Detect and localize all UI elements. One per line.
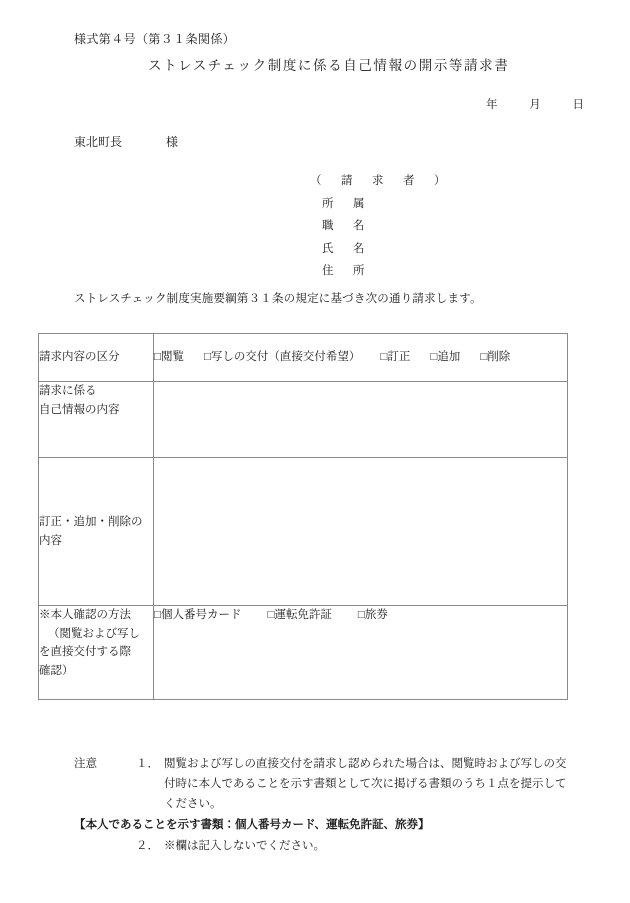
date-month-label: 月 <box>529 99 541 111</box>
checkbox-label: 閲覧 <box>160 351 184 364</box>
checkbox-option-passport[interactable] <box>358 606 388 624</box>
checkbox-label: 個人番号カード <box>160 609 242 621</box>
requester-field-position: 職 名 <box>322 220 369 232</box>
checkbox-icon: □ <box>267 609 275 621</box>
checkbox-option-view[interactable] <box>154 348 184 366</box>
request-form-table <box>38 333 568 700</box>
row-label-line-3: を直接交付する際 <box>39 646 131 659</box>
row-label-self-info-content <box>39 382 154 458</box>
row-label-line-2: （閲覧および写し <box>48 627 140 640</box>
notes-label: 注意 <box>74 758 97 770</box>
row-value-request-type <box>154 334 568 382</box>
row-label-identity-verification <box>39 606 154 700</box>
note-2-text: ※欄は記入しないでください。 <box>164 840 325 852</box>
checkbox-icon: □ <box>480 351 488 364</box>
table-row-self-info-content <box>39 382 568 458</box>
notes-section <box>74 754 574 856</box>
date-day-label: 日 <box>572 99 584 111</box>
checkbox-option-drivers-license[interactable] <box>267 606 331 624</box>
row-label-amendment-content <box>39 458 154 606</box>
requester-block <box>306 172 450 285</box>
row-label-line-2: 自己情報の内容 <box>39 403 120 416</box>
note-1-number: １． <box>136 758 159 770</box>
checkbox-label: 訂正 <box>387 351 411 364</box>
row-label-line-1: 請求に係る <box>39 385 97 397</box>
checkbox-option-copy-delivery[interactable] <box>204 348 360 366</box>
row-value-self-info-content[interactable] <box>154 382 568 458</box>
table-row-amendment-content <box>39 458 568 606</box>
checkbox-label: 追加 <box>437 351 461 364</box>
row-label-request-type: 請求内容の区分 <box>39 334 154 382</box>
date-year-label: 年 <box>486 99 498 111</box>
table-row-request-type <box>39 334 568 382</box>
note-item-2 <box>74 836 574 856</box>
checkbox-label: 削除 <box>487 351 511 364</box>
note-accepted-documents: 【本人であることを示す書類：個人番号カード、運転免許証、旅券】 <box>74 819 430 831</box>
row-label-line-4: 確認） <box>39 664 74 677</box>
addressee-line <box>74 133 178 150</box>
checkbox-option-deletion[interactable] <box>480 348 510 366</box>
checkbox-icon: □ <box>154 351 161 364</box>
row-value-identity-verification <box>154 606 568 700</box>
note-item-1 <box>74 754 574 814</box>
checkbox-option-my-number-card[interactable] <box>154 606 241 624</box>
row-label-line-1: ※本人確認の方法 <box>39 609 131 621</box>
row-value-amendment-content[interactable] <box>154 458 568 606</box>
requester-field-affiliation: 所 属 <box>322 197 369 210</box>
note-1-text: 閲覧および写しの直接交付を請求し認められた場合は、閲覧時および写しの交付時に本人であることを示す書類として次に掲げる書類のうち１点を提示してください。 <box>164 758 567 810</box>
requester-field-name: 氏 名 <box>322 242 369 255</box>
checkbox-icon: □ <box>430 351 438 364</box>
checkbox-icon: □ <box>357 609 365 621</box>
checkbox-label: 旅券 <box>364 609 388 621</box>
checkbox-icon: □ <box>154 609 161 621</box>
addressee-honorific: 様 <box>166 135 179 149</box>
date-line <box>486 96 584 112</box>
checkbox-icon: □ <box>380 351 388 364</box>
form-number: 様式第４号（第３１条関係） <box>74 32 236 46</box>
request-statement: ストレスチェック制度実施要綱第３１条の規定に基づき次の通り請求します。 <box>74 293 482 305</box>
checkbox-icon: □ <box>203 351 211 364</box>
checkbox-option-addition[interactable] <box>430 348 460 366</box>
addressee-name: 東北町長 <box>74 135 123 149</box>
requester-field-address: 住 所 <box>322 265 369 277</box>
document-title: ストレスチェック制度に係る自己情報の開示等請求書 <box>148 58 510 73</box>
row-label-line-2: 内容 <box>39 534 62 547</box>
note-2-number: ２． <box>136 840 159 852</box>
table-row-identity-verification <box>39 606 568 700</box>
requester-heading: （ 請 求 者 ） <box>310 175 450 187</box>
checkbox-option-correction[interactable] <box>380 348 410 366</box>
checkbox-label: 運転免許証 <box>274 609 332 621</box>
checkbox-label: 写しの交付（直接交付希望） <box>210 351 361 364</box>
row-label-line-1: 訂正・追加・削除の <box>39 515 143 528</box>
